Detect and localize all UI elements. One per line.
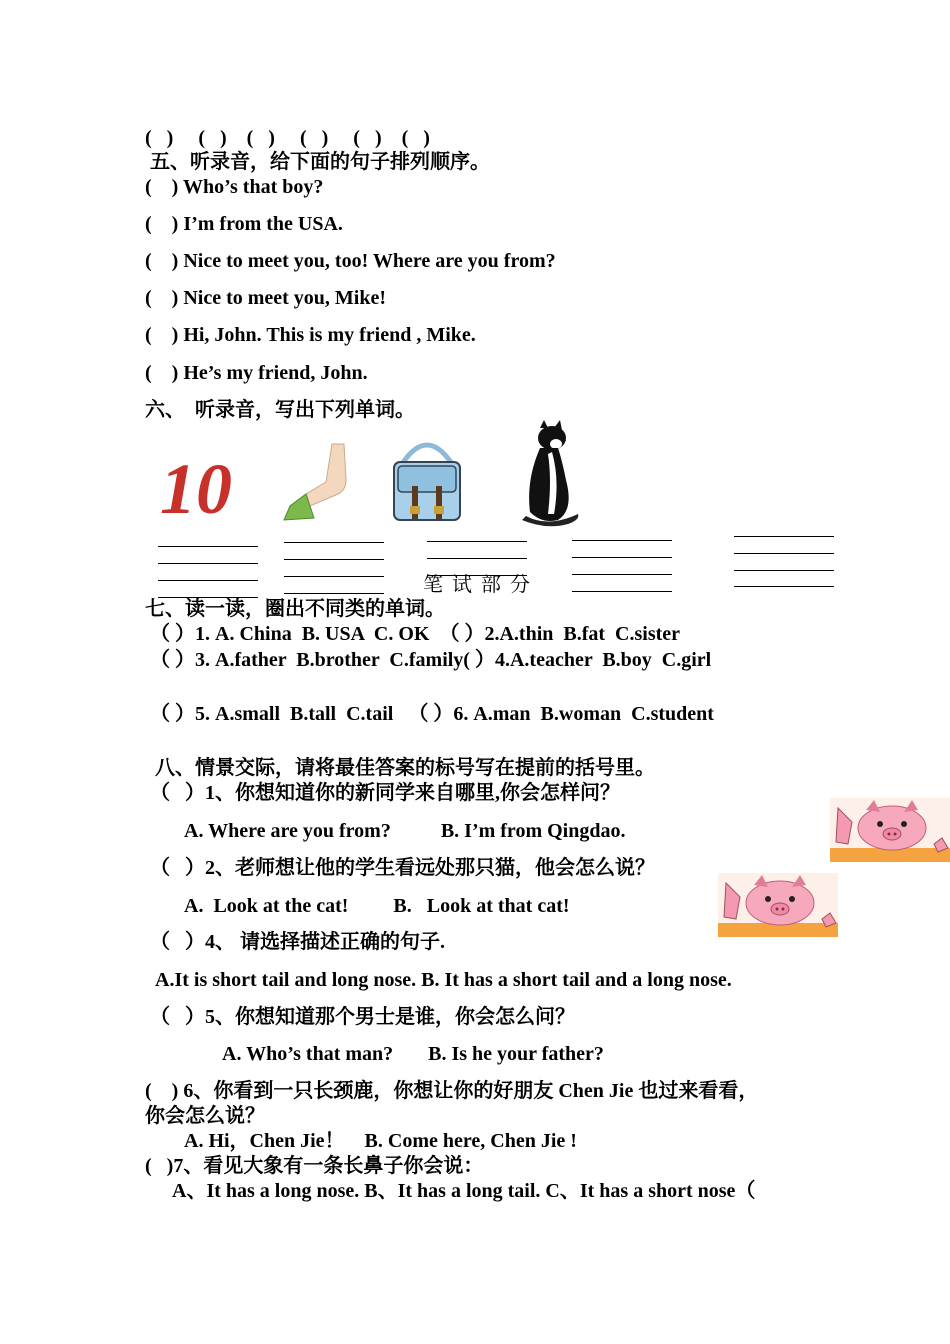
number-ten-glyph: 10	[160, 449, 232, 520]
writing-line[interactable]	[158, 546, 258, 547]
writing-line[interactable]	[284, 559, 384, 560]
writing-line[interactable]	[572, 591, 672, 592]
writing-line[interactable]	[158, 563, 258, 564]
question-line: ( ) 6、你看到一只长颈鹿，你想让你的好朋友 Chen Jie 也过来看看，	[145, 1080, 759, 1102]
question-line: 你会怎么说？	[145, 1105, 265, 1127]
writing-line[interactable]	[734, 570, 834, 571]
pig-picture	[718, 873, 838, 937]
bag-picture	[388, 430, 466, 526]
sentence-item: ( ) Nice to meet you, too! Where are you from?	[145, 250, 556, 272]
question-line: （ ）5、你想知道那个男士是谁，你会怎么问？	[150, 1006, 575, 1028]
question-line: （ ）3. A.father B.brother C.family( ）4.A.teacher B.boy C.girl	[150, 649, 712, 671]
number-ten-picture	[158, 445, 240, 520]
writing-line[interactable]	[572, 574, 672, 575]
answer-options: A. Where are you from? B. I’m from Qingdao.	[184, 820, 626, 842]
section-7-heading: 七、读一读，圈出不同类的单词。	[145, 598, 445, 620]
writing-line[interactable]	[284, 576, 384, 577]
pig-picture	[830, 798, 950, 862]
written-section-title: 笔 试 部 分	[423, 574, 532, 596]
answer-options: A.It is short tail and long nose. B. It has a short tail and a long nose.	[155, 969, 732, 991]
section-6-heading: 六、 听录音，写出下列单词。	[145, 399, 415, 421]
answer-brackets-row: ( ) ( ) ( ) ( ) ( ) ( )	[145, 127, 430, 149]
cat-picture	[518, 420, 582, 528]
writing-line[interactable]	[734, 553, 834, 554]
answer-options: A. Look at the cat! B. Look at that cat!	[184, 895, 570, 917]
answer-options: A. Who’s that man? B. Is he your father?	[222, 1043, 604, 1065]
section-5-heading: 五、听录音，给下面的句子排列顺序。	[150, 151, 490, 173]
question-line: （ ）2、老师想让他的学生看远处那只猫，他会怎么说？	[150, 857, 655, 879]
answer-options: A、It has a long nose. B、It has a long tail. C、It has a short nose（	[172, 1180, 756, 1202]
sentence-item: ( ) Nice to meet you, Mike!	[145, 287, 387, 309]
question-line: ( )7、看见大象有一条长鼻子你会说：	[145, 1155, 484, 1177]
section-8-heading: 八、情景交际，请将最佳答案的标号写在提前的括号里。	[155, 757, 655, 779]
writing-line[interactable]	[284, 593, 384, 594]
sentence-item: ( ) I’m from the USA.	[145, 213, 343, 235]
writing-line[interactable]	[427, 541, 527, 542]
writing-line[interactable]	[734, 536, 834, 537]
sentence-item: ( ) He’s my friend, John.	[145, 362, 368, 384]
writing-line[interactable]	[572, 540, 672, 541]
sentence-item: ( ) Hi, John. This is my friend , Mike.	[145, 324, 476, 346]
writing-line[interactable]	[427, 558, 527, 559]
writing-line[interactable]	[158, 580, 258, 581]
sentence-item: ( ) Who’s that boy?	[145, 176, 324, 198]
answer-options: A. Hi，Chen Jie！ B. Come here, Chen Jie !	[184, 1130, 577, 1152]
writing-line[interactable]	[284, 542, 384, 543]
leg-picture	[280, 440, 350, 522]
question-line: （ ）1. A. China B. USA C. OK （ ）2.A.thin B.fat C.sister	[150, 623, 681, 645]
question-line: （ ）4、 请选择描述正确的句子.	[150, 931, 445, 953]
question-line: （ ）1、你想知道你的新同学来自哪里,你会怎样问？	[150, 782, 620, 804]
question-line: （ ）5. A.small B.tall C.tail （ ）6. A.man B.woman C.student	[150, 703, 714, 725]
writing-line[interactable]	[572, 557, 672, 558]
writing-line[interactable]	[734, 586, 834, 587]
